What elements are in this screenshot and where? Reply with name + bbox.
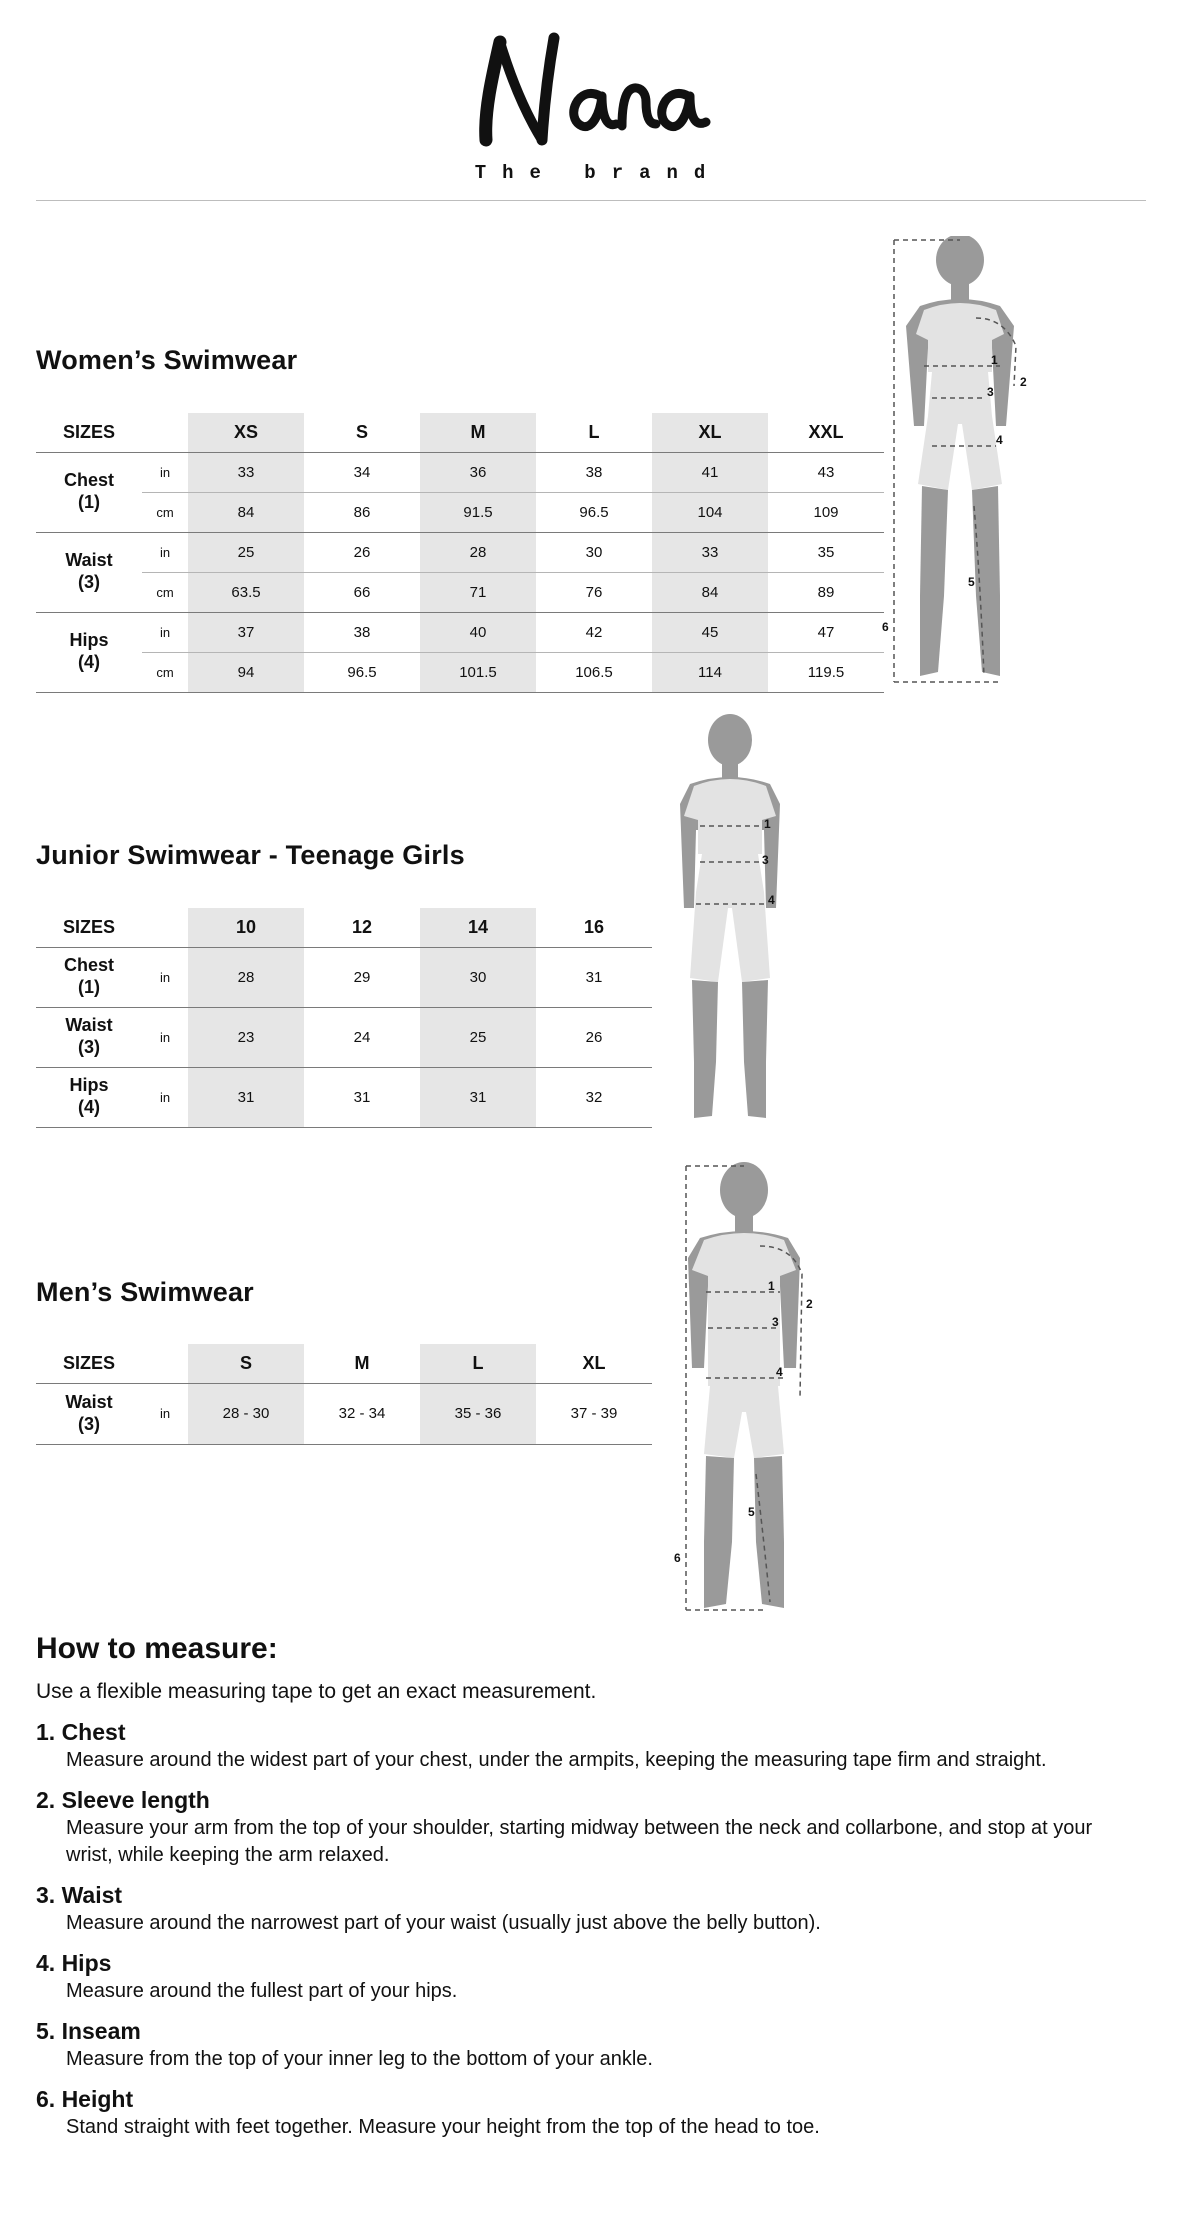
list-item	[36, 1718, 1126, 1774]
step-heading: 6. Height	[36, 2086, 134, 2112]
women-measurement-figure	[880, 236, 1040, 696]
value-cell: 31	[536, 947, 652, 1007]
value-cell: 91.5	[420, 492, 536, 532]
sizes-header: SIZES	[36, 413, 142, 452]
brand-logo-text: Nana	[450, 22, 453, 23]
step-heading: 1. Chest	[36, 1719, 126, 1745]
unit-label: cm	[142, 572, 188, 612]
size-header-xs: XS	[188, 413, 304, 452]
figure-label: 3	[987, 385, 994, 399]
value-cell: 26	[304, 532, 420, 572]
value-cell: 32	[536, 1067, 652, 1127]
figure-label: 3	[762, 853, 769, 867]
value-cell: 71	[420, 572, 536, 612]
unit-label: in	[142, 1067, 188, 1127]
figure-label: 1	[764, 817, 771, 831]
value-cell: 30	[420, 947, 536, 1007]
value-cell: 28 - 30	[188, 1383, 304, 1444]
list-item	[36, 1786, 1126, 1869]
value-cell: 29	[304, 947, 420, 1007]
value-cell: 31	[420, 1067, 536, 1127]
value-cell: 28	[188, 947, 304, 1007]
figure-label: 6	[674, 1551, 681, 1565]
figure-label: 5	[748, 1505, 755, 1519]
value-cell: 94	[188, 652, 304, 692]
table-row	[36, 652, 884, 692]
unit-header	[142, 413, 188, 452]
junior-size-table	[36, 908, 652, 1128]
step-description: Stand straight with feet together. Measure your height from the top of the head to toe.	[66, 2116, 820, 2138]
unit-header	[142, 908, 188, 947]
table-row	[36, 947, 652, 1007]
size-header-m: M	[420, 413, 536, 452]
figure-label: 4	[776, 1365, 783, 1379]
figure-label: 2	[1020, 375, 1027, 389]
measure-label: Waist (3)	[36, 1383, 142, 1444]
size-header-14: 14	[420, 908, 536, 947]
value-cell: 30	[536, 532, 652, 572]
women-size-table	[36, 413, 884, 693]
unit-label: cm	[142, 492, 188, 532]
unit-label: in	[142, 1383, 188, 1444]
value-cell: 43	[768, 452, 884, 492]
figure-label: 1	[768, 1279, 775, 1293]
junior-header-row	[36, 908, 652, 947]
table-row	[36, 1007, 652, 1067]
measure-label: Hips (4)	[36, 612, 142, 692]
value-cell: 31	[188, 1067, 304, 1127]
value-cell: 36	[420, 452, 536, 492]
men-size-table	[36, 1344, 652, 1445]
table-row	[36, 1383, 652, 1444]
measure-label: Chest (1)	[36, 452, 142, 532]
table-row	[36, 532, 884, 572]
size-header-l: L	[420, 1344, 536, 1383]
value-cell: 63.5	[188, 572, 304, 612]
men-measurement-figure	[660, 1162, 830, 1622]
step-description: Measure around the narrowest part of your waist (usually just above the belly button).	[66, 1912, 821, 1934]
step-heading: 4. Hips	[36, 1950, 112, 1976]
brand-logo	[0, 22, 1180, 162]
brand-tagline: The brand	[474, 162, 722, 184]
size-header-10: 10	[188, 908, 304, 947]
size-header-s: S	[304, 413, 420, 452]
header-divider	[36, 200, 1146, 201]
value-cell: 31	[304, 1067, 420, 1127]
value-cell: 47	[768, 612, 884, 652]
step-heading: 2. Sleeve length	[36, 1787, 210, 1813]
howto-steps-list	[36, 1718, 1126, 2153]
figure-label: 3	[772, 1315, 779, 1329]
figure-label: 6	[882, 620, 889, 634]
value-cell: 45	[652, 612, 768, 652]
howto-intro: Use a flexible measuring tape to get an exact measurement.	[36, 1680, 597, 1703]
figure-label: 1	[991, 353, 998, 367]
howto-title: How to measure:	[36, 1632, 278, 1665]
size-header-s: S	[188, 1344, 304, 1383]
value-cell: 38	[304, 612, 420, 652]
value-cell: 33	[652, 532, 768, 572]
unit-label: cm	[142, 652, 188, 692]
value-cell: 119.5	[768, 652, 884, 692]
unit-label: in	[142, 1007, 188, 1067]
figure-label: 5	[968, 575, 975, 589]
step-description: Measure around the widest part of your chest, under the armpits, keeping the measuring tape firm and straight.	[66, 1749, 1047, 1771]
value-cell: 106.5	[536, 652, 652, 692]
unit-header	[142, 1344, 188, 1383]
value-cell: 86	[304, 492, 420, 532]
table-row	[36, 572, 884, 612]
table-row	[36, 492, 884, 532]
value-cell: 101.5	[420, 652, 536, 692]
list-item	[36, 1881, 1126, 1937]
value-cell: 37 - 39	[536, 1383, 652, 1444]
figure-label: 4	[996, 433, 1003, 447]
list-item	[36, 2085, 1126, 2141]
unit-label: in	[142, 452, 188, 492]
measure-label: Hips (4)	[36, 1067, 142, 1127]
unit-label: in	[142, 612, 188, 652]
value-cell: 114	[652, 652, 768, 692]
figure-label: 4	[768, 893, 775, 907]
junior-section-title: Junior Swimwear - Teenage Girls	[36, 840, 465, 870]
step-description: Measure around the fullest part of your hips.	[66, 1980, 458, 2002]
value-cell: 25	[188, 532, 304, 572]
size-header-16: 16	[536, 908, 652, 947]
sizes-header: SIZES	[36, 908, 142, 947]
value-cell: 34	[304, 452, 420, 492]
value-cell: 35	[768, 532, 884, 572]
figure-label: 2	[806, 1297, 813, 1311]
value-cell: 25	[420, 1007, 536, 1067]
value-cell: 26	[536, 1007, 652, 1067]
value-cell: 23	[188, 1007, 304, 1067]
junior-measurement-figure	[660, 712, 800, 1132]
brand-logo-mark	[450, 22, 730, 162]
value-cell: 96.5	[536, 492, 652, 532]
sizes-header: SIZES	[36, 1344, 142, 1383]
step-description: Measure from the top of your inner leg to the bottom of your ankle.	[66, 2048, 653, 2070]
value-cell: 33	[188, 452, 304, 492]
step-heading: 5. Inseam	[36, 2018, 141, 2044]
value-cell: 24	[304, 1007, 420, 1067]
step-description: Measure your arm from the top of your shoulder, starting midway between the neck and collarbone, and stop at your wrist, while keeping the arm relaxed.	[66, 1817, 1093, 1866]
value-cell: 38	[536, 452, 652, 492]
table-row	[36, 452, 884, 492]
size-header-xl: XL	[652, 413, 768, 452]
value-cell: 37	[188, 612, 304, 652]
table-row	[36, 1067, 652, 1127]
men-section-title: Men’s Swimwear	[36, 1277, 254, 1307]
value-cell: 84	[652, 572, 768, 612]
value-cell: 42	[536, 612, 652, 652]
step-heading: 3. Waist	[36, 1882, 123, 1908]
size-header-m: M	[304, 1344, 420, 1383]
list-item	[36, 2017, 1126, 2073]
value-cell: 40	[420, 612, 536, 652]
measure-label: Waist (3)	[36, 532, 142, 612]
value-cell: 84	[188, 492, 304, 532]
men-header-row	[36, 1344, 652, 1383]
size-header-xl: XL	[536, 1344, 652, 1383]
value-cell: 104	[652, 492, 768, 532]
unit-label: in	[142, 947, 188, 1007]
value-cell: 66	[304, 572, 420, 612]
value-cell: 109	[768, 492, 884, 532]
list-item	[36, 1949, 1126, 2005]
value-cell: 35 - 36	[420, 1383, 536, 1444]
value-cell: 76	[536, 572, 652, 612]
table-row	[36, 612, 884, 652]
value-cell: 41	[652, 452, 768, 492]
women-section-title: Women’s Swimwear	[36, 345, 298, 375]
measure-label: Chest (1)	[36, 947, 142, 1007]
measure-label: Waist (3)	[36, 1007, 142, 1067]
value-cell: 89	[768, 572, 884, 612]
value-cell: 96.5	[304, 652, 420, 692]
unit-label: in	[142, 532, 188, 572]
size-header-l: L	[536, 413, 652, 452]
size-header-12: 12	[304, 908, 420, 947]
value-cell: 28	[420, 532, 536, 572]
women-header-row	[36, 413, 884, 452]
value-cell: 32 - 34	[304, 1383, 420, 1444]
size-header-xxl: XXL	[768, 413, 884, 452]
